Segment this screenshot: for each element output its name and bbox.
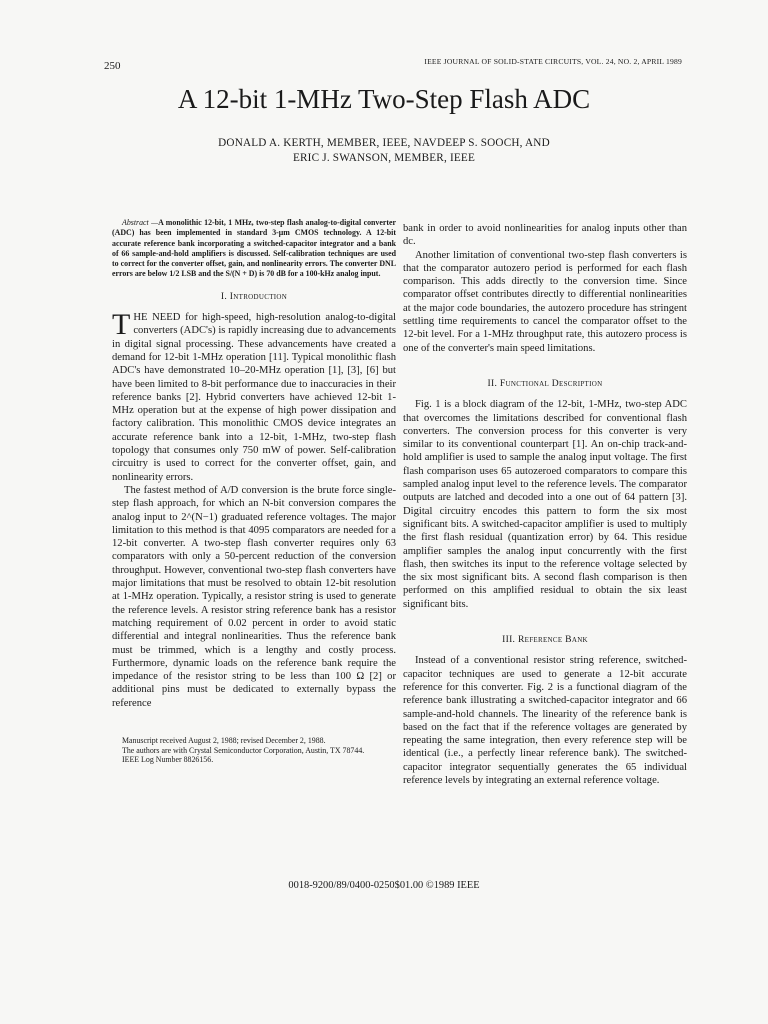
abstract (112, 218, 396, 280)
right-column (403, 222, 687, 787)
drop-cap: T (112, 308, 131, 342)
running-head: IEEE JOURNAL OF SOLID-STATE CIRCUITS, VOL. 24, NO. 2, APRIL 1989 (424, 57, 682, 66)
section-heading-introduction: I. Introduction (220, 290, 288, 302)
right-paragraph-1: Another limitation of conventional two-step flash converters is that the comparator autozero period is performed for each flash comparison. This adds directly to the conversion time. Since comparator offset contributes directly to differential nonlinearities at the major code boundaries, the autozero procedure has stringent settling time requirements to cancel the comparator offset to the 12-bit level. For a 1-MHz throughput rate, this autozero process is one of the converter's main speed limitations. (403, 249, 687, 354)
section-heading-functional-description: II. Functional Description (487, 377, 603, 389)
footnote-log-number: IEEE Log Number 8826156. (122, 755, 214, 765)
footnote-received: Manuscript received August 2, 1988; revised December 2, 1988. (122, 735, 326, 745)
page-number: 250 (104, 60, 121, 72)
footnote-affiliation: The authors are with Crystal Semiconductor Corporation, Austin, TX 78744. (122, 745, 365, 755)
author-line-2: ERIC J. SWANSON, MEMBER, IEEE (292, 152, 475, 164)
footnote (112, 736, 396, 765)
left-column (112, 218, 396, 765)
functional-paragraph-1: Fig. 1 is a block diagram of the 12-bit, 1-MHz, two-step ADC that overcomes the limitations described for conventional flash converters. The conversion process for this converter is very similar to its conventional counterpart [1]. An on-chip track-and-hold amplifier is used to sample the analog input voltage. The first flash comparison uses 65 autozeroed comparators to compare this sampled analog input level to the reference levels. The comparator outputs are latched and decoded into a one out of 64 pattern [3]. Digital circuitry encodes this pattern to form the six most significant bits. A switched-capacitor amplifier is used to multiply the first flash residual (quantization error) by 64. This residue amplifier samples the analog input concurrently with the first flash, then switches its input to the reference voltage selected by the six most significant bits. A second flash comparison is then performed on this amplified residual to obtain the six least significant bits. (403, 399, 687, 610)
intro-paragraph-1-text: HE NEED for high-speed, high-resolution analog-to-digital converters (ADC's) is rapidly increasing due to advancements in digital signal processing. These advancements have created a demand for 12-bit 1-MHz operation [11]. Typical monolithic flash ADC's have demonstrated 10–20-MHz operation [1], [3], [6] but have been limited to 8-bit performance due to inaccuracies in their reference banks [2]. Hybrid converters have achieved 12-bit 1-MHz operation but at the expense of high power dissipation and factory calibration. This monolithic CMOS device integrates an accurate reference bank into a 12-bit, 1-MHz, two-step flash topology that consumes only 750 mW of power. Self-calibration circuitry is used to correct for the converter offset, gain, and nonlinearity errors. (112, 312, 396, 483)
author-line-1: DONALD A. KERTH, MEMBER, IEEE, NAVDEEP S. SOOCH, AND (218, 137, 550, 149)
intro-paragraph-2: The fastest method of A/D conversion is the brute force single-step flash approach, for which an N-bit conversion compares the analog input to 2^(N−1) graduated reference voltages. The major limitation to this method is that 4095 comparators are needed for a 12-bit converter. A two-step flash converter requires only 63 comparators with only a 50-percent reduction of the conversion throughput. However, conventional two-step flash converters have major limitations that must be resolved to obtain 12-bit resolution at 1-MHz operation. Typically, a resistor string is used to generate the reference levels. A resistor string reference bank has a resistor matching requirement of 0.02 percent in order to avoid static differential and integral nonlinearities. Thus the reference bank must be trimmed, which is a lengthy and costly process. Furthermore, dynamic loads on the reference bank require the impedance of the resistor string to be less than 100 Ω [2] or additional pins must be dedicated to externally bypass the reference (112, 484, 396, 709)
intro-paragraph-1 (112, 308, 396, 484)
footer-copyright: 0018-9200/89/0400-0250$01.00 ©1989 IEEE (288, 880, 480, 891)
paper-title: A 12-bit 1-MHz Two-Step Flash ADC (177, 84, 591, 114)
abstract-text: A monolithic 12-bit, 1 MHz, two-step flash analog-to-digital converter (ADC) has been implemented in standard 3-μm CMOS technology. A 12-bit accurate reference bank incorporating a switched-capacitor integrator and a bank of 66 sample-and-hold amplifiers is discussed. Self-calibration techniques are used to correct for the converter offset, gain, and nonlinearity errors. The converter DNL errors are below 1/2 LSB and the S/(N + D) is 70 dB for a 100-kHz analog input. (112, 218, 397, 279)
author-block (0, 136, 768, 166)
section-heading-reference-bank: III. Reference Bank (502, 634, 588, 646)
right-paragraph-continued: bank in order to avoid nonlinearities for analog inputs other than dc. (403, 223, 687, 248)
reference-paragraph-1: Instead of a conventional resistor string reference, switched-capacitor techniques are used to generate a 12-bit accurate reference for this converter. Fig. 2 is a functional diagram of the reference bank illustrating a switched-capacitor integrator and 66 sample-and-hold channels. The linearity of the reference bank is based on the fact that if the reference voltages are generated by repeating the same integration, then every reference step will be identical (i.e., a perfectly linear reference bank). The switched-capacitor integrator sequentially generates the 65 individual reference levels by integrating an external reference voltage. (403, 655, 687, 786)
abstract-lead: Abstract — (122, 218, 159, 227)
